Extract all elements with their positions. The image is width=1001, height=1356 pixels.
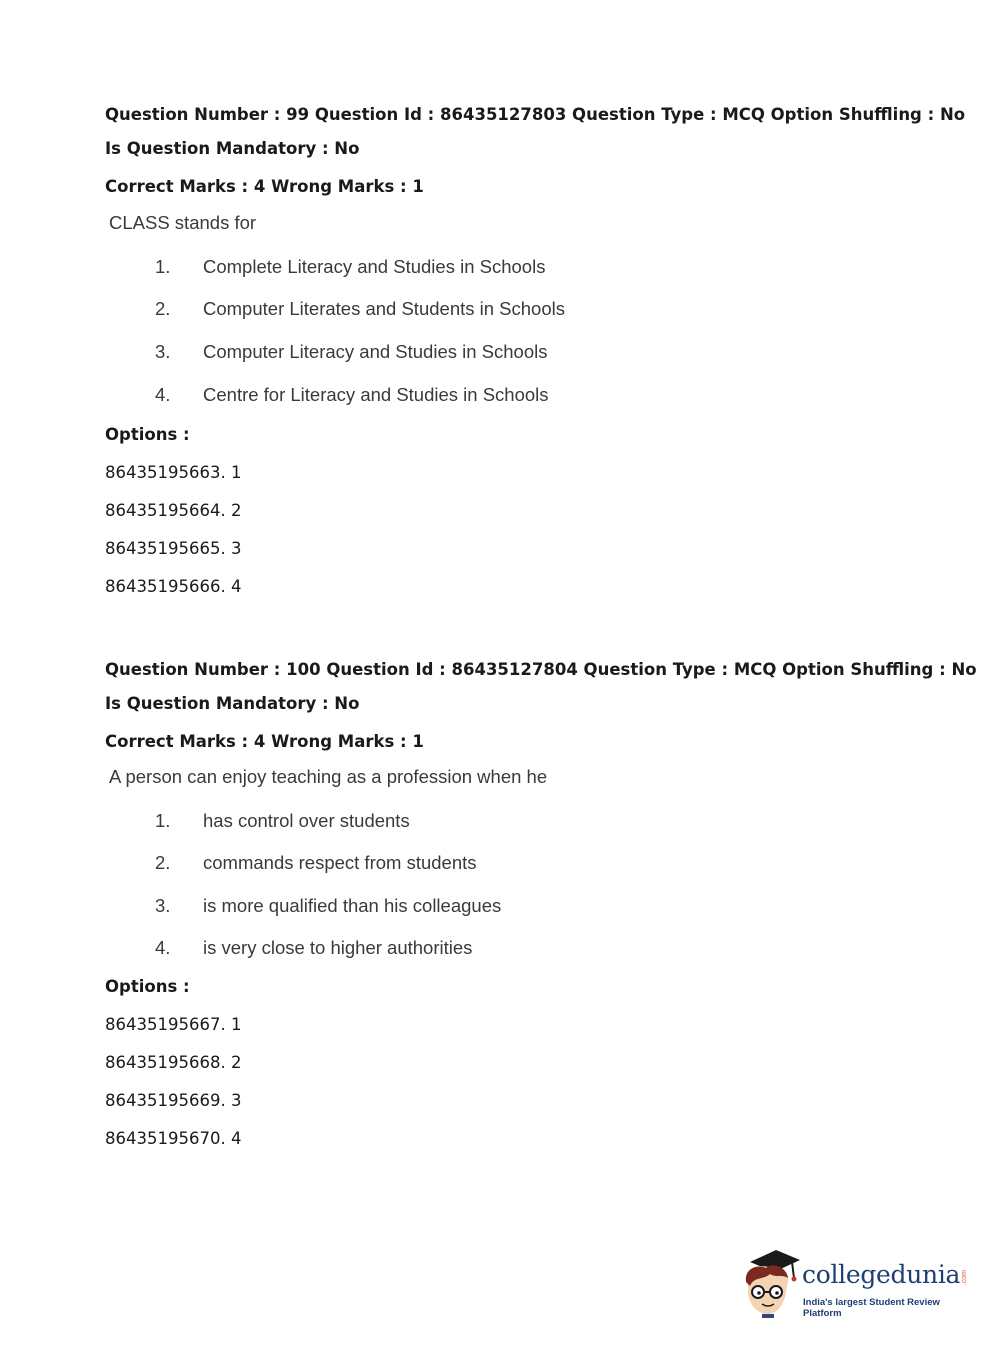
option-id: 86435195663. 1 — [105, 463, 242, 482]
question-stem: A person can enjoy teaching as a profession when he — [109, 766, 548, 787]
choice-4 — [155, 937, 472, 959]
mascot-icon — [742, 1248, 800, 1318]
choice-text: has control over students — [203, 810, 410, 831]
choice-1 — [155, 256, 545, 278]
choice-number: 2. — [155, 298, 171, 319]
options-label: Options : — [105, 425, 190, 444]
choice-number: 3. — [155, 895, 171, 916]
choice-text: is very close to higher authorities — [203, 937, 473, 958]
option-id: 86435195665. 3 — [105, 539, 242, 558]
options-label: Options : — [105, 977, 190, 996]
question-marks: Correct Marks : 4 Wrong Marks : 1 — [105, 732, 424, 751]
choice-number: 1. — [155, 256, 171, 277]
option-id: 86435195664. 2 — [105, 501, 242, 520]
question-marks: Correct Marks : 4 Wrong Marks : 1 — [105, 177, 424, 196]
choice-number: 4. — [155, 937, 171, 958]
logo-brand: collegedunia — [802, 1260, 961, 1289]
choice-1 — [155, 810, 410, 832]
logo-tagline: India's largest Student Review Platform — [803, 1297, 940, 1319]
question-header: Question Number : 99 Question Id : 86435127803 Question Type : MCQ Option Shuffling : No — [105, 105, 966, 124]
option-id: 86435195668. 2 — [105, 1053, 242, 1072]
choice-text: commands respect from students — [203, 852, 477, 873]
choice-text: Centre for Literacy and Studies in Schools — [203, 384, 549, 405]
choice-2 — [155, 852, 477, 874]
question-stem: CLASS stands for — [109, 212, 257, 233]
option-id: 86435195667. 1 — [105, 1015, 242, 1034]
choice-4 — [155, 384, 549, 406]
option-id: 86435195669. 3 — [105, 1091, 242, 1110]
choice-number: 2. — [155, 852, 171, 873]
question-header: Question Number : 100 Question Id : 86435127804 Question Type : MCQ Option Shuffling : No — [105, 660, 977, 679]
choice-text: Complete Literacy and Studies in Schools — [203, 256, 546, 277]
choice-number: 3. — [155, 341, 171, 362]
question-mandatory: Is Question Mandatory : No — [105, 139, 360, 158]
choice-text: Computer Literates and Students in Schools — [203, 298, 565, 319]
choice-3 — [155, 895, 501, 917]
choice-text: Computer Literacy and Studies in Schools — [203, 341, 548, 362]
question-mandatory: Is Question Mandatory : No — [105, 694, 360, 713]
option-id: 86435195670. 4 — [105, 1129, 242, 1148]
collegedunia-logo — [742, 1248, 972, 1318]
choice-3 — [155, 341, 548, 363]
choice-number: 4. — [155, 384, 171, 405]
logo-suffix: .com — [961, 1270, 968, 1286]
choice-text: is more qualified than his colleagues — [203, 895, 502, 916]
choice-2 — [155, 298, 565, 320]
option-id: 86435195666. 4 — [105, 577, 242, 596]
choice-number: 1. — [155, 810, 171, 831]
